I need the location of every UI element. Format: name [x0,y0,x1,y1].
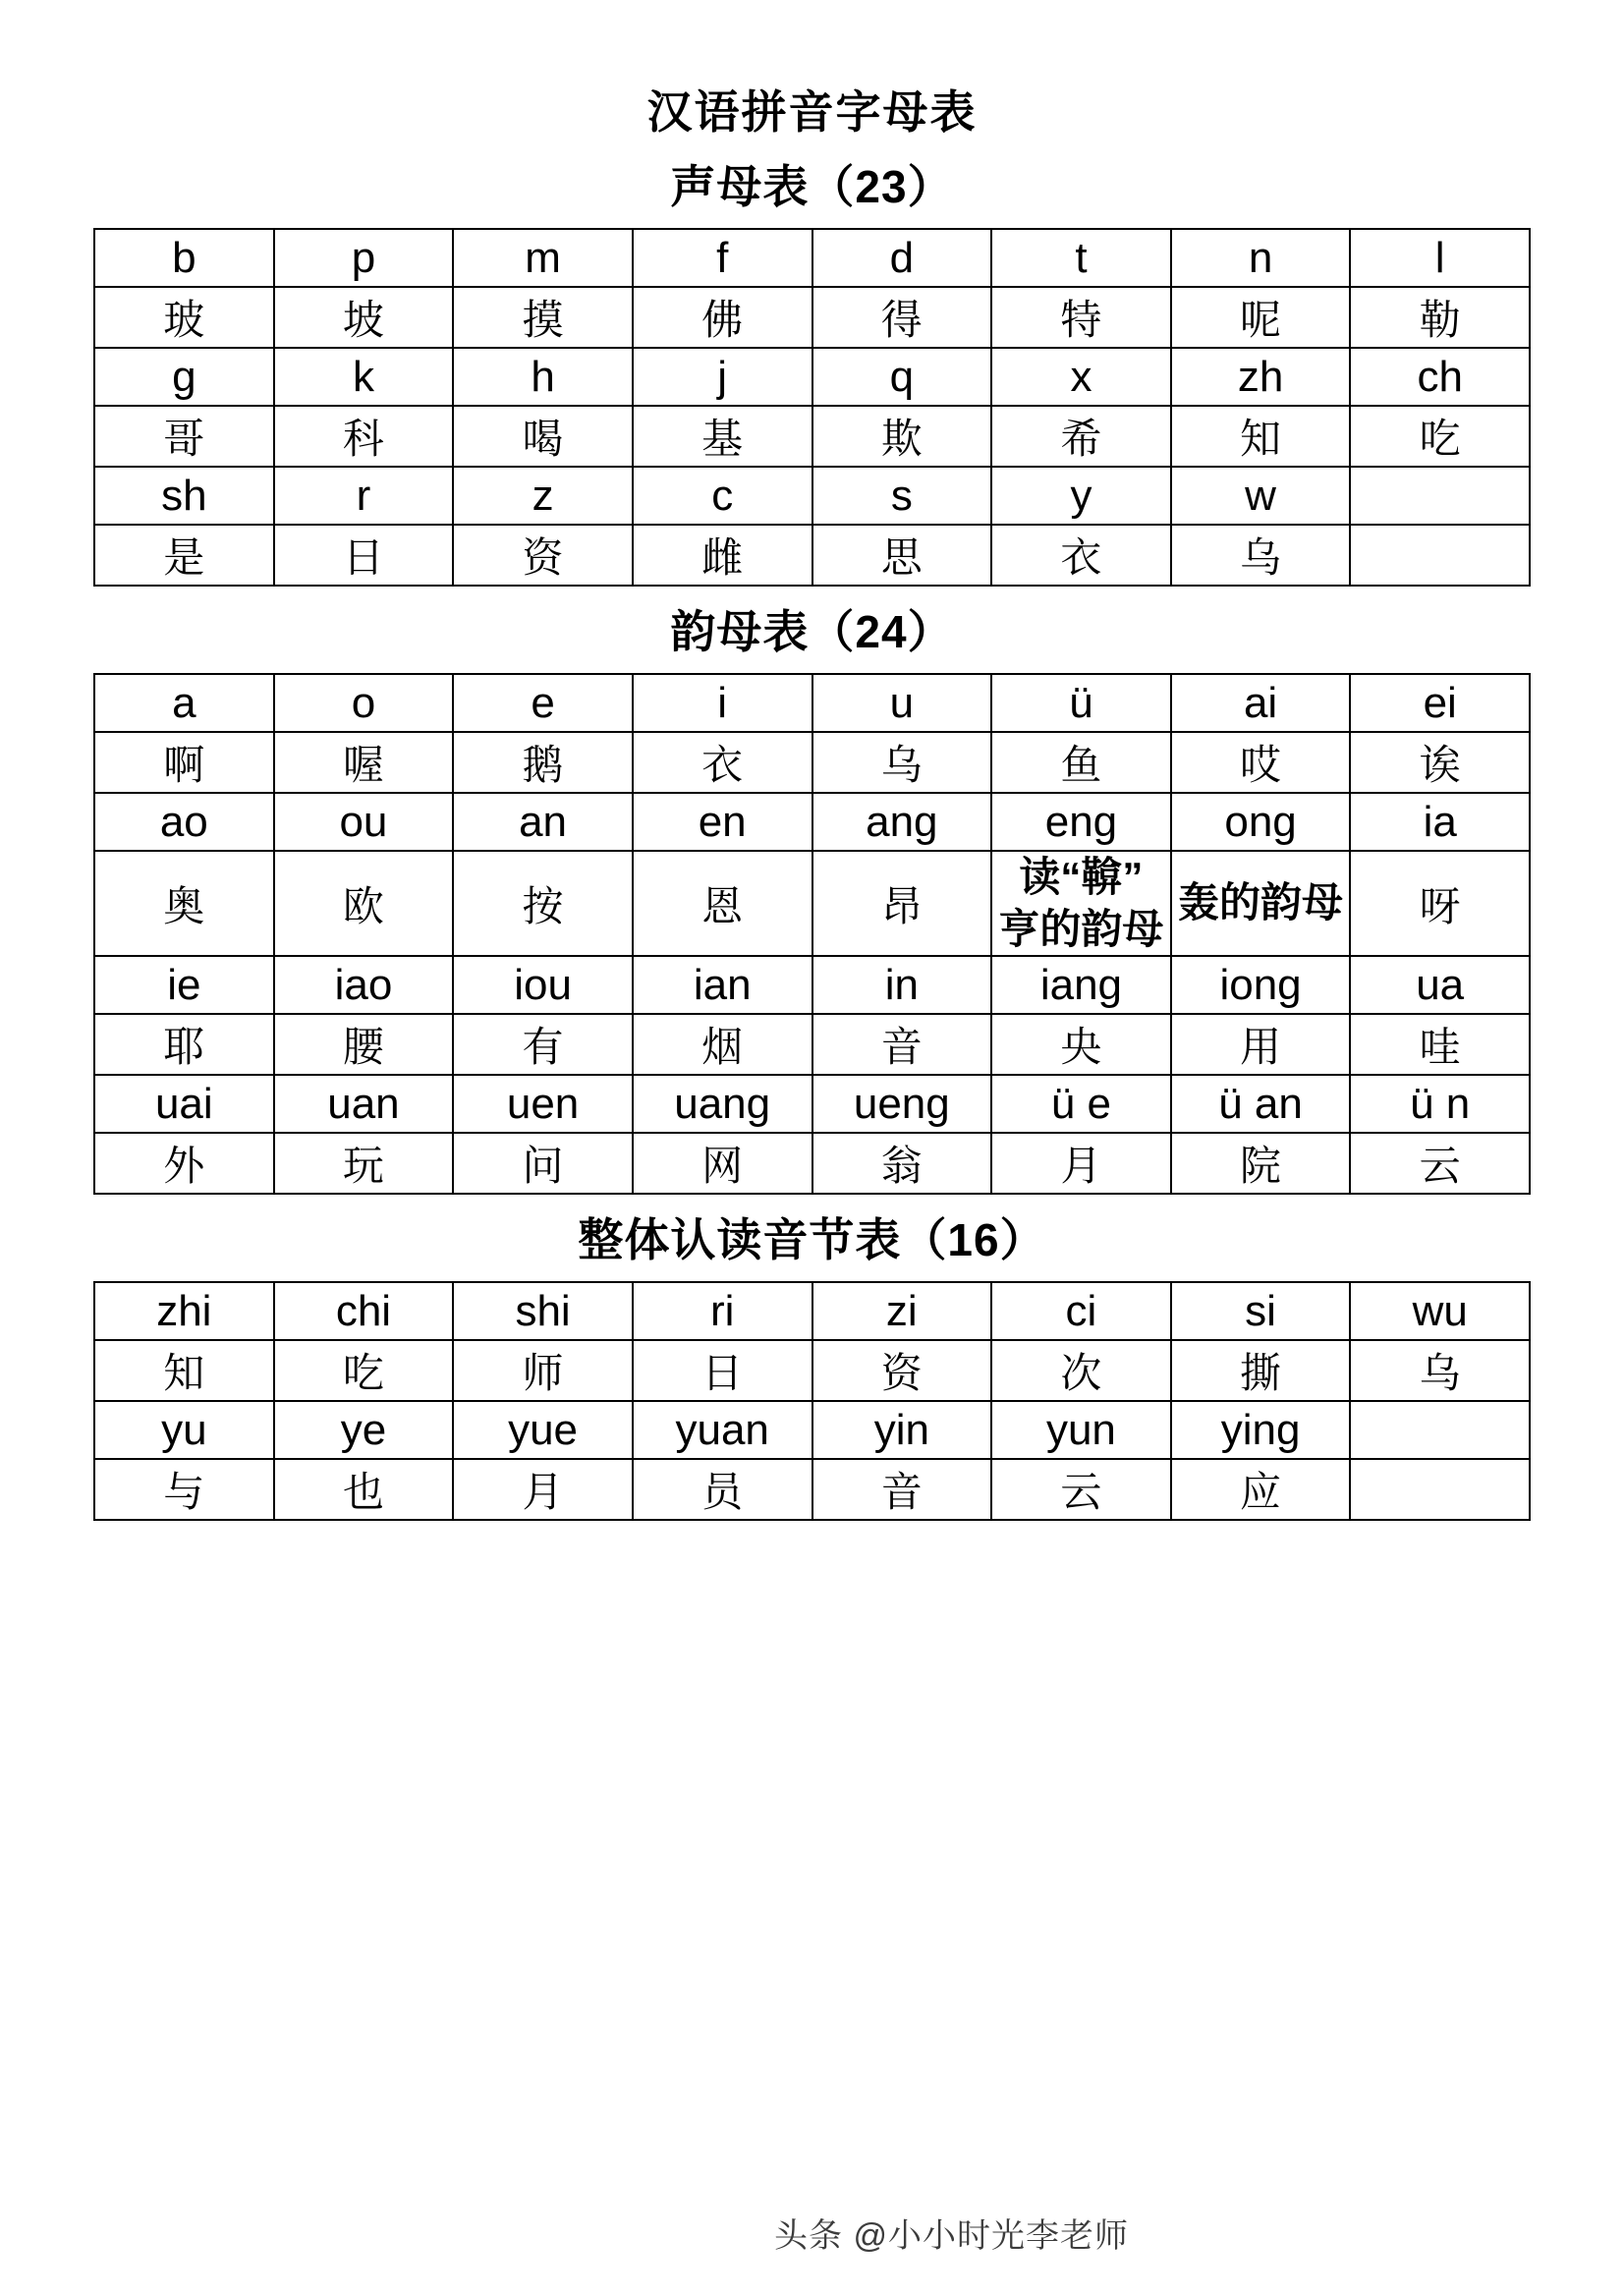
table-cell: chi [274,1282,454,1340]
table-row [94,1459,1530,1520]
table-cell: u [812,674,992,732]
table-cell: si [1171,1282,1351,1340]
table-cell: 应 [1171,1459,1351,1520]
table-cell: ei [1350,674,1530,732]
table-row [94,1401,1530,1459]
table-cell: 特 [991,287,1171,348]
table-row [94,287,1530,348]
table-cell: 翁 [812,1133,992,1194]
table-cell: 有 [453,1014,633,1075]
table-cell: 吃 [274,1340,454,1401]
table-cell: sh [94,467,274,525]
table-cell: 音 [812,1459,992,1520]
table-cell: 知 [94,1340,274,1401]
table-cell: 日 [274,525,454,586]
table-cell [1350,525,1530,586]
table-cell: eng [991,793,1171,851]
table-cell: 呀 [1350,851,1530,956]
table-cell: iong [1171,956,1351,1014]
table-cell: 希 [991,406,1171,467]
table-cell: y [991,467,1171,525]
table-cell: 按 [453,851,633,956]
table-cell: s [812,467,992,525]
table-cell: yu [94,1401,274,1459]
table-cell: 科 [274,406,454,467]
table-cell: 乌 [812,732,992,793]
table-cell: 与 [94,1459,274,1520]
table-cell: 知 [1171,406,1351,467]
table-cell: 哎 [1171,732,1351,793]
table-cell: m [453,229,633,287]
table-cell: 玩 [274,1133,454,1194]
table-cell: 鱼 [991,732,1171,793]
table-cell: wu [1350,1282,1530,1340]
table-cell: ua [1350,956,1530,1014]
table-cell: p [274,229,454,287]
table-cell: 撕 [1171,1340,1351,1401]
table-row [94,732,1530,793]
table-cell: ie [94,956,274,1014]
table-cell: ong [1171,793,1351,851]
table-cell: 喝 [453,406,633,467]
table-cell: uang [633,1075,812,1133]
table-cell: 云 [1350,1133,1530,1194]
table-cell: zi [812,1282,992,1340]
table-cell: 坡 [274,287,454,348]
table-cell: a [94,674,274,732]
table-cell: 欧 [274,851,454,956]
table-cell: ang [812,793,992,851]
table-cell: i [633,674,812,732]
table-cell [1350,1401,1530,1459]
table-cell: iou [453,956,633,1014]
table-cell: yue [453,1401,633,1459]
table-cell: b [94,229,274,287]
finals-table [93,673,1531,1195]
table-row [94,1340,1530,1401]
table-row [94,793,1530,851]
section-heading-whole-syllables: 整体认读音节表（16） [578,1214,1046,1265]
table-cell: yun [991,1401,1171,1459]
table-cell [991,851,1171,956]
table-cell: 院 [1171,1133,1351,1194]
table-cell: ri [633,1282,812,1340]
table-cell: en [633,793,812,851]
table-row [94,229,1530,287]
table-cell: c [633,467,812,525]
table-cell: 呢 [1171,287,1351,348]
table-cell: 鹅 [453,732,633,793]
table-cell [1171,851,1351,956]
note-line: 亨的韵母 [998,905,1164,952]
initials-table [93,228,1531,587]
whole-syllables-table [93,1281,1531,1521]
table-cell: 思 [812,525,992,586]
table-cell: 勒 [1350,287,1530,348]
table-cell [1350,467,1530,525]
table-cell: 诶 [1350,732,1530,793]
table-cell: 月 [453,1459,633,1520]
table-cell: 摸 [453,287,633,348]
table-cell: yin [812,1401,992,1459]
table-cell: 月 [991,1133,1171,1194]
table-row [94,1014,1530,1075]
table-cell: t [991,229,1171,287]
table-cell: ci [991,1282,1171,1340]
table-cell: r [274,467,454,525]
table-cell: 日 [633,1340,812,1401]
table-cell: 欺 [812,406,992,467]
table-cell [1350,1459,1530,1520]
table-cell: 吃 [1350,406,1530,467]
table-cell: 烟 [633,1014,812,1075]
table-row [94,348,1530,406]
table-row [94,525,1530,586]
table-cell: 用 [1171,1014,1351,1075]
table-cell: iang [991,956,1171,1014]
table-row [94,851,1530,956]
table-row [94,406,1530,467]
table-cell: 资 [453,525,633,586]
table-cell: 喔 [274,732,454,793]
table-cell: uan [274,1075,454,1133]
table-cell: w [1171,467,1351,525]
table-cell: 昂 [812,851,992,956]
table-cell: yuan [633,1401,812,1459]
footer-watermark: 头条 @小小时光李老师 [774,2217,1129,2255]
table-cell: 啊 [94,732,274,793]
table-cell: 乌 [1350,1340,1530,1401]
table-cell: 衣 [633,732,812,793]
table-cell: 外 [94,1133,274,1194]
table-row [94,1133,1530,1194]
table-cell: o [274,674,454,732]
table-cell: ian [633,956,812,1014]
table-cell: ao [94,793,274,851]
table-cell: z [453,467,633,525]
table-cell: ia [1350,793,1530,851]
table-cell: uen [453,1075,633,1133]
table-cell: q [812,348,992,406]
table-cell: ü e [991,1075,1171,1133]
table-cell: ueng [812,1075,992,1133]
table-cell: 网 [633,1133,812,1194]
table-cell: 云 [991,1459,1171,1520]
table-row [94,1075,1530,1133]
table-cell: 哇 [1350,1014,1530,1075]
table-cell: 衣 [991,525,1171,586]
section-heading-finals: 韵母表（24） [670,606,954,657]
table-cell: zhi [94,1282,274,1340]
table-cell: ying [1171,1401,1351,1459]
table-cell: 音 [812,1014,992,1075]
table-cell: f [633,229,812,287]
table-cell: 得 [812,287,992,348]
table-cell: g [94,348,274,406]
table-row [94,467,1530,525]
table-cell: 是 [94,525,274,586]
table-cell: 耶 [94,1014,274,1075]
table-cell: k [274,348,454,406]
table-cell: ai [1171,674,1351,732]
table-cell: 次 [991,1340,1171,1401]
table-cell: in [812,956,992,1014]
table-cell: 资 [812,1340,992,1401]
table-cell: ü n [1350,1075,1530,1133]
table-cell: 员 [633,1459,812,1520]
table-cell: ch [1350,348,1530,406]
table-cell: e [453,674,633,732]
table-cell: shi [453,1282,633,1340]
table-cell: h [453,348,633,406]
table-cell: 乌 [1171,525,1351,586]
table-cell: an [453,793,633,851]
table-cell: iao [274,956,454,1014]
table-cell: 问 [453,1133,633,1194]
table-cell: 佛 [633,287,812,348]
table-cell: n [1171,229,1351,287]
table-cell: 奥 [94,851,274,956]
table-cell: 哥 [94,406,274,467]
note-line: 读“鞥” [1019,854,1144,900]
table-cell: 腰 [274,1014,454,1075]
table-cell: 雌 [633,525,812,586]
table-cell: d [812,229,992,287]
table-row [94,674,1530,732]
table-cell: 恩 [633,851,812,956]
table-row [94,956,1530,1014]
note-line: 轰的韵母 [1178,879,1344,926]
table-cell: zh [1171,348,1351,406]
section-heading-initials: 声母表（23） [670,161,954,212]
table-cell: j [633,348,812,406]
table-cell: ü [991,674,1171,732]
table-cell: 师 [453,1340,633,1401]
table-cell: 央 [991,1014,1171,1075]
table-cell: ye [274,1401,454,1459]
table-cell: 玻 [94,287,274,348]
table-cell: l [1350,229,1530,287]
table-cell: ü an [1171,1075,1351,1133]
table-cell: uai [94,1075,274,1133]
table-cell: 也 [274,1459,454,1520]
table-cell: ou [274,793,454,851]
table-cell: 基 [633,406,812,467]
table-row [94,1282,1530,1340]
page-title: 汉语拼音字母表 [646,86,978,138]
table-cell: x [991,348,1171,406]
